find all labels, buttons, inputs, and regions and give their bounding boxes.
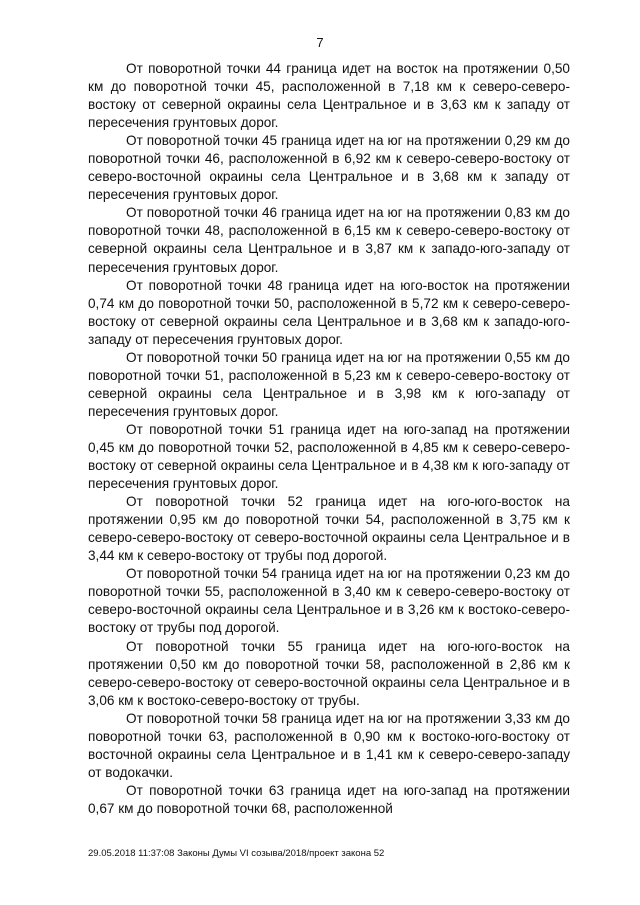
page-number: 7 xyxy=(316,35,324,50)
paragraph: От поворотной точки 63 граница идет на юго-запад на протяжении 0,67 км до поворотной точки 68, расположенной xyxy=(88,782,570,816)
paragraph: От поворотной точки 50 граница идет на юг на протяжении 0,55 км до поворотной точки 51, расположенной в 5,23 км к северо-северо-востоку от северной окраины села Центральное и в 3,98 км к юго-западу от пересечения грунтовых дорог. xyxy=(88,349,570,419)
paragraph: От поворотной точки 51 граница идет на юго-запад на протяжении 0,45 км до поворотной точки 52, расположенной в 4,85 км к северо-северо-востоку от северной окраины села Центральное и в 4,38 км к юго-западу от пересечения грунтовых дорог. xyxy=(88,421,570,492)
paragraph: От поворотной точки 48 граница идет на юго-восток на протяжении 0,74 км до поворотной точки 50, расположенной в 5,72 км к северо-северо-востоку от северной окраины села Центральное и в 3,68 км к западо-юго-западу от пересечения грунтовых дорог. xyxy=(88,277,570,347)
paragraph: От поворотной точки 44 граница идет на восток на протяжении 0,50 км до поворотной точки 45, расположенной в 7,18 км к северо-северо-востоку от северной окраины села Центральное и в 3,63 км к западу от пересечения грунтовых дорог. xyxy=(88,61,570,131)
paragraph: От поворотной точки 55 граница идет на юго-юго-восток на протяжении 0,50 км до поворотной точки 58, расположенной в 2,86 км к северо-северо-востоку от северо-восточной окраины села Центральное и в 3,06 км к востоко-северо-востоку от трубы. xyxy=(88,638,570,708)
paragraph: От поворотной точки 54 граница идет на юг на протяжении 0,23 км до поворотной точки 55, расположенной в 3,40 км к северо-северо-востоку от северо-восточной окраины села Центральное и в 3,26 км к востоко-северо-востоку от трубы под дорогой. xyxy=(88,566,570,636)
paragraph: От поворотной точки 46 граница идет на юг на протяжении 0,83 км до поворотной точки 48, расположенной в 6,15 км к северо-северо-востоку от северной окраины села Центральное и в 3,87 км к западо-юго-западу от пересечения грунтовых дорог. xyxy=(88,205,570,275)
paragraph: От поворотной точки 58 граница идет на юг на протяжении 3,33 км до поворотной точки 63, расположенной в 0,90 км к востоко-юго-востоку от восточной окраины села Центральное и в 1,41 км к северо-северо-западу от водокачки. xyxy=(88,710,570,780)
paragraph: От поворотной точки 45 граница идет на юг на протяжении 0,29 км до поворотной точки 46, расположенной в 6,92 км к северо-северо-востоку от северо-восточной окраины села Центральное и в 3,68 км к западу от пересечения грунтовых дорог. xyxy=(88,133,570,203)
document-footer: 29.05.2018 11:37:08 Законы Думы VI созыва/2018/проект закона 52 xyxy=(88,848,385,859)
paragraph: От поворотной точки 52 граница идет на юго-юго-восток на протяжении 0,95 км до поворотной точки 54, расположенной в 3,75 км к северо-северо-востоку от северо-восточной окраины села Центральное и в 3,44 км к северо-востоку от трубы под дорогой. xyxy=(88,494,570,564)
document-body xyxy=(88,60,570,818)
